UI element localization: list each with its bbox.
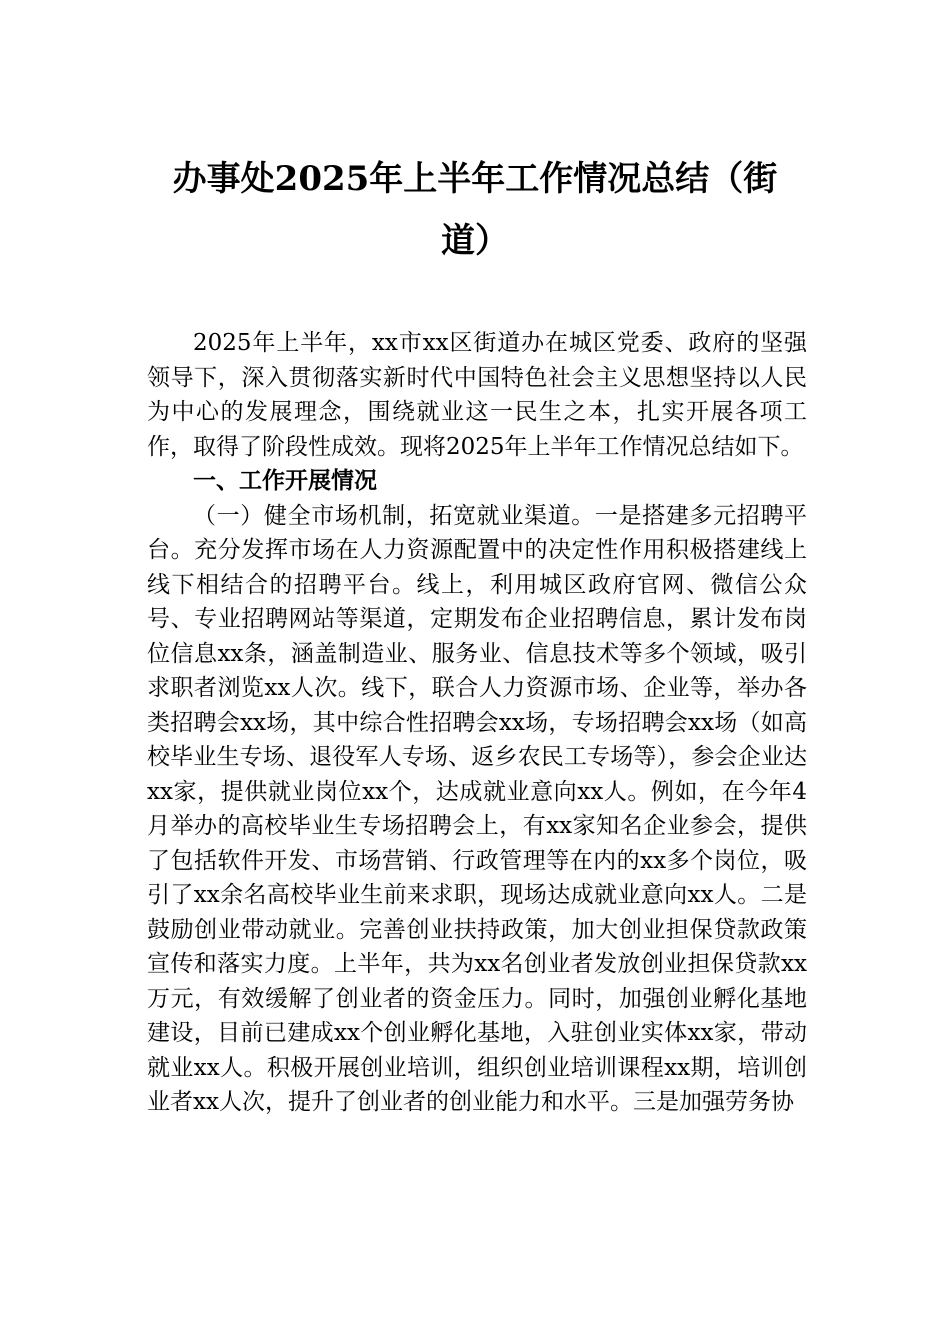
title-line-1: 办事处2025年上半年工作情况总结（街 [172, 159, 778, 199]
title-line-2: 道） [441, 221, 509, 261]
document-body [147, 326, 807, 1120]
section-1-paragraph-1: （一）健全市场机制，拓宽就业渠道。一是搭建多元招聘平台。充分发挥市场在人力资源配置中的决定性作用积极搭建线上线下相结合的招聘平台。线上，利用城区政府官网、微信公众号、专业招聘网站等渠道，定期发布企业招聘信息，累计发布岗位信息xx条，涵盖制造业、服务业、信息技术等多个领域，吸引求职者浏览xx人次。线下，联合人力资源市场、企业等，举办各类招聘会xx场，其中综合性招聘会xx场，专场招聘会xx场（如高校毕业生专场、退役军人专场、返乡农民工专场等），参会企业达xx家，提供就业岗位xx个，达成就业意向xx人。例如，在今年4月举办的高校毕业生专场招聘会上，有xx家知名企业参会，提供了包括软件开发、市场营销、行政管理等在内的xx多个岗位，吸引了xx余名高校毕业生前来求职，现场达成就业意向xx人。二是鼓励创业带动就业。完善创业扶持政策，加大创业担保贷款政策宣传和落实力度。上半年，共为xx名创业者发放创业担保贷款xx万元，有效缓解了创业者的资金压力。同时，加强创业孵化基地建设，目前已建成xx个创业孵化基地，入驻创业实体xx家，带动就业xx人。积极开展创业培训，组织创业培训课程xx期，培训创业者xx人次，提升了创业者的创业能力和水平。三是加强劳务协 [147, 502, 807, 1115]
intro-paragraph: 2025年上半年，xx市xx区街道办在城区党委、政府的坚强领导下，深入贯彻落实新时代中国特色社会主义思想坚持以人民为中心的发展理念，围绕就业这一民生之本，扎实开展各项工作，取得了阶段性成效。现将2025年上半年工作情况总结如下。 [147, 330, 807, 460]
section-heading-1: 一、工作开展情况 [193, 468, 377, 494]
document-title [147, 148, 803, 272]
